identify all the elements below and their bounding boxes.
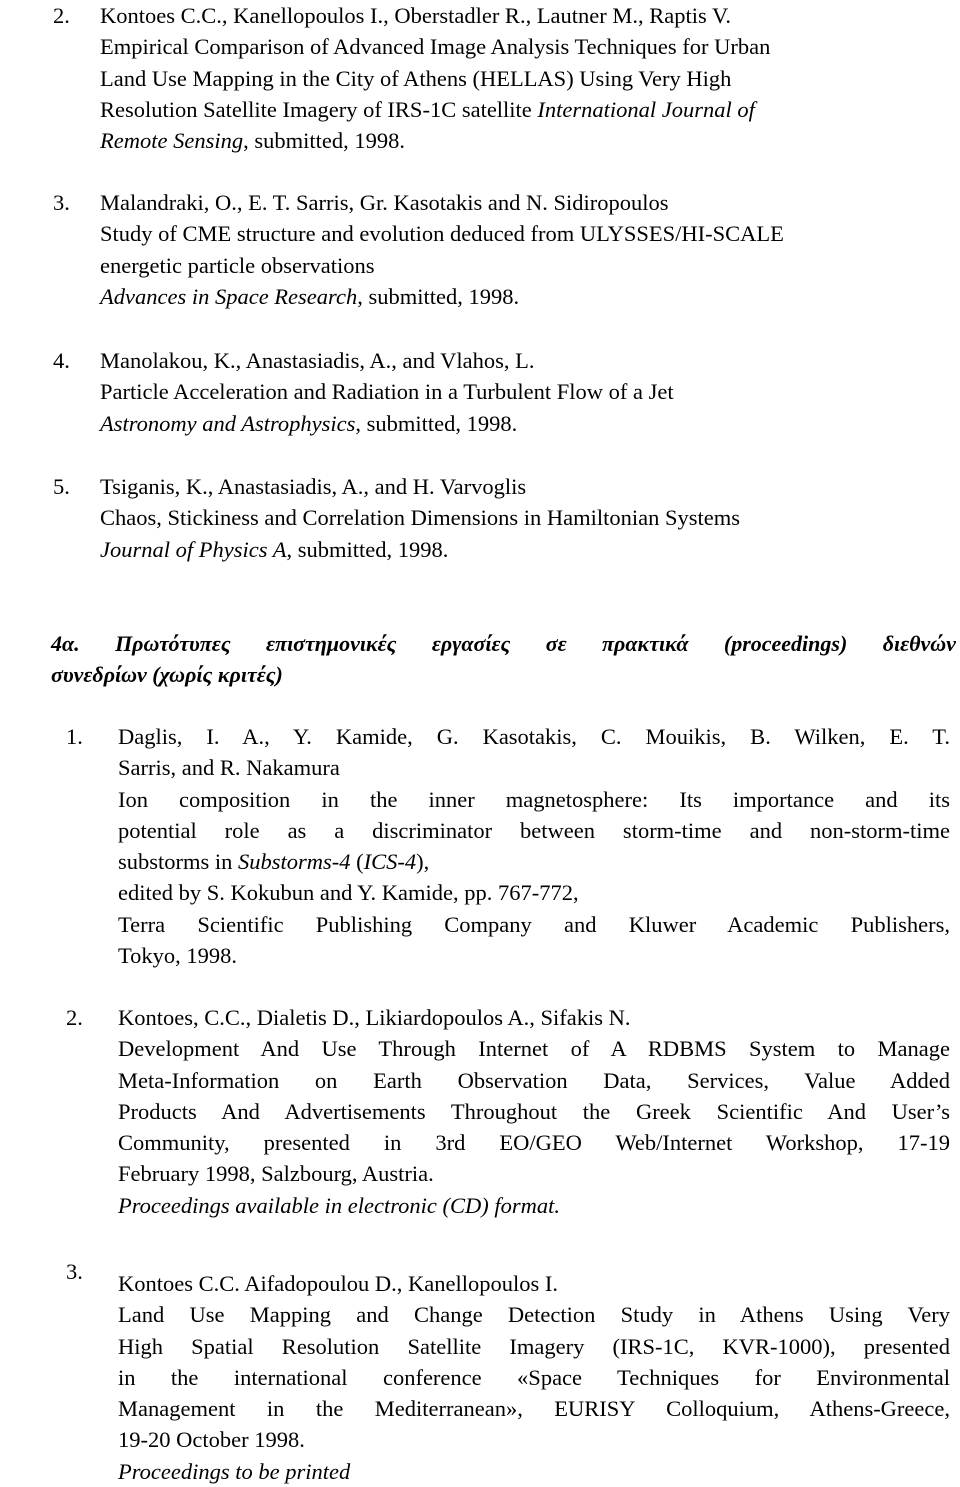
reference-tail: , submitted, 1998.	[357, 283, 520, 309]
reference-venue: ICS-4	[363, 849, 417, 875]
reference-title-text: substorms in	[118, 849, 239, 875]
reference-number: 4.	[53, 348, 70, 373]
reference-body-line: Community, presented in 3rd EO/GEO Web/Internet Workshop, 17-19	[118, 1130, 950, 1156]
reference-journal: Astronomy and Astrophysics	[100, 410, 356, 436]
reference-publisher: Terra Scientific Publishing Company and Kluwer Academic Publishers,	[118, 911, 950, 937]
reference-note: Proceedings to be printed	[118, 1458, 351, 1484]
reference-title-line: Particle Acceleration and Radiation in a Turbulent Flow of a Jet	[100, 379, 674, 405]
reference-title-line	[118, 846, 950, 877]
reference-note: Proceedings available in electronic (CD) format.	[118, 1192, 560, 1218]
reference-number: 3.	[53, 190, 70, 215]
reference-tail: , submitted, 1998.	[243, 128, 405, 154]
reference-journal: Remote Sensing	[100, 128, 244, 154]
reference-authors: Manolakou, K., Anastasiadis, A., and Vlahos, L.	[100, 348, 535, 373]
reference-title-line	[100, 94, 950, 125]
reference-number: 5.	[53, 474, 70, 499]
reference-tail: , submitted, 1998.	[355, 410, 518, 436]
reference-body-line: High Spatial Resolution Satellite Imagery (IRS-1C, KVR-1000), presented	[118, 1333, 950, 1359]
heading-word: Πρωτότυπες	[115, 631, 231, 656]
reference-title-line: Study of CME structure and evolution deduced from ULYSSES/HI-SCALE	[100, 221, 784, 247]
reference-journal: International Journal of	[537, 96, 755, 122]
reference-venue-line	[100, 281, 950, 312]
reference-editors: edited by S. Kokubun and Y. Kamide, pp. 767-772,	[118, 880, 579, 906]
reference-authors: Kontoes C.C. Aifadopoulou D., Kanellopoulos I.	[118, 1271, 558, 1296]
section-heading-line	[51, 628, 956, 659]
reference-title-line: Chaos, Stickiness and Correlation Dimensions in Hamiltonian Systems	[100, 505, 740, 531]
reference-authors: Kontoes C.C., Kanellopoulos I., Oberstadler R., Lautner M., Raptis V.	[100, 3, 731, 28]
reference-title-line: energetic particle observations	[100, 252, 375, 278]
heading-word: σε	[545, 631, 567, 656]
reference-title-line: Ion composition in the inner magnetosphere: Its importance and its	[118, 786, 950, 812]
reference-title-text: (	[350, 849, 364, 875]
reference-tail: , submitted, 1998.	[286, 536, 449, 562]
reference-body-line: Development And Use Through Internet of A RDBMS System to Manage	[118, 1036, 950, 1062]
reference-number: 3.	[66, 1259, 83, 1284]
reference-body-line: Products And Advertisements Throughout the Greek Scientific And User’s	[118, 1098, 950, 1124]
reference-body-line: Land Use Mapping and Change Detection Study in Athens Using Very	[118, 1302, 950, 1328]
reference-authors: Kontoes, C.C., Dialetis D., Likiardopoulos A., Sifakis N.	[118, 1005, 631, 1030]
heading-word: πρακτικά	[602, 631, 689, 656]
reference-journal: Advances in Space Research	[100, 283, 358, 309]
reference-body-line: 19-20 October 1998.	[118, 1427, 305, 1453]
reference-venue-line	[100, 125, 950, 156]
reference-number: 2.	[66, 1005, 83, 1030]
heading-word: 4α.	[51, 631, 80, 656]
reference-authors: Daglis, I. A., Y. Kamide, G. Kasotakis, C. Mouikis, B. Wilken, E. T.	[118, 724, 950, 749]
reference-venue: Substorms-4	[238, 849, 351, 875]
reference-venue-line	[100, 408, 950, 439]
heading-word: εργασίες	[431, 631, 511, 656]
reference-number: 2.	[53, 3, 70, 28]
heading-word: (proceedings)	[723, 631, 848, 656]
reference-body-line: Meta-Information on Earth Observation Data, Services, Value Added	[118, 1067, 950, 1093]
reference-number: 1.	[66, 724, 83, 749]
reference-journal: Journal of Physics A	[100, 536, 287, 562]
reference-title-text: Resolution Satellite Imagery of IRS-1C satellite	[100, 96, 538, 122]
reference-body-line: Management in the Mediterranean», EURISY Colloquium, Athens-Greece,	[118, 1396, 950, 1422]
reference-authors: Tsiganis, K., Anastasiadis, A., and H. Varvoglis	[100, 474, 527, 499]
reference-title-line: Land Use Mapping in the City of Athens (HELLAS) Using Very High	[100, 65, 732, 91]
reference-body-line: February 1998, Salzbourg, Austria.	[118, 1161, 434, 1187]
reference-publisher: Tokyo, 1998.	[118, 943, 238, 969]
reference-authors: Sarris, and R. Nakamura	[118, 755, 340, 781]
section-heading	[51, 628, 956, 691]
reference-venue-line	[100, 534, 950, 565]
reference-body-line: in the international conference «Space Techniques for Environmental	[118, 1364, 950, 1390]
reference-title-line: potential role as a discriminator between storm-time and non-storm-time	[118, 817, 950, 843]
heading-word: επιστημονικές	[266, 631, 397, 656]
reference-title-line: Empirical Comparison of Advanced Image Analysis Techniques for Urban	[100, 34, 771, 60]
reference-title-text: ),	[416, 849, 430, 875]
section-heading-line: συνεδρίων (χωρίς κριτές)	[51, 662, 283, 688]
reference-authors: Malandraki, O., E. T. Sarris, Gr. Kasotakis and N. Sidiropoulos	[100, 190, 669, 215]
heading-word: διεθνών	[882, 631, 956, 656]
